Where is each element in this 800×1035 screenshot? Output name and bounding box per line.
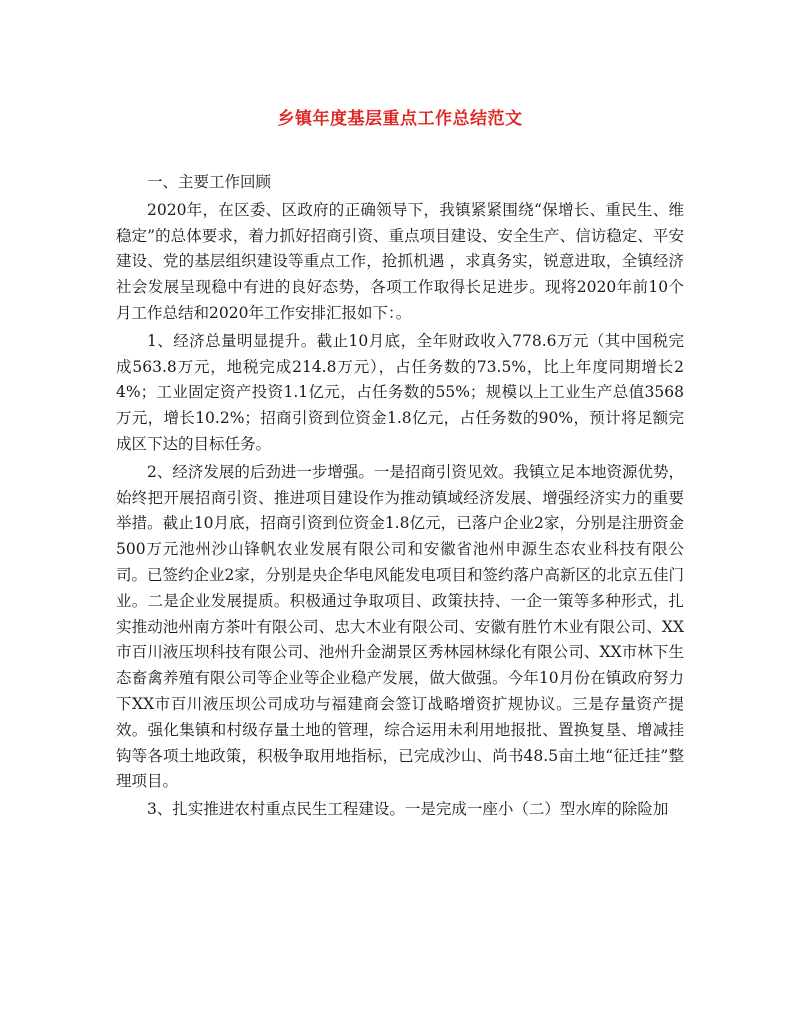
body-paragraph-economy: 1、经济总量明显提升。截止10月底，全年财政收入778.6万元（其中国税完成563.8万元，地税完成214.8万元），占任务数的73.5%，比上年度同期增长24%；工业固定资产投资1.1亿元，占任务数的55%；规模以上工业生产总值3568万元，增长10.2%；招商引资到位资金1.8亿元，占任务数的90%，预计将足额完成区下达的目标任务。 — [116, 331, 684, 453]
body-paragraph-livelihood: 3、扎实推进农村重点民生工程建设。一是完成一座小（二）型水库的除险加 — [147, 800, 669, 819]
document-title: 乡镇年度基层重点工作总结范文 — [277, 109, 523, 129]
body-paragraph-development: 2、经济发展的后劲进一步增强。一是招商引资见效。我镇立足本地资源优势，始终把开展招商引资、推进项目建设作为推动镇域经济发展、增强经济实力的重要举措。截止10月底，招商引资到位资金1.8亿元，已落户企业2家，分别是注册资金500万元池州沙山锋帆农业发展有限公司和安徽省池州申源生态农业科技有限公司。已签约企业2家，分别是央企华电风能发电项目和签约落户高新区的北京五佳门业。二是企业发展提质。积极通过争取项目、政策扶持、一企一策等多种形式，扎实推动池州南方茶叶有限公司、忠大木业有限公司、安徽有胜竹木业有限公司、XX市百川液压坝科技有限公司、池州升金湖景区秀林园林绿化有限公司、XX市林下生态畜禽养殖有限公司等企业等企业稳产发展，做大做强。今年10月份在镇政府努力下XX市百川液压坝公司成功与福建商会签订战略增资扩规协议。三是存量资产提效。强化集镇和村级存量土地的管理，综合运用未利用地报批、置换复垦、增减挂钩等各项土地政策，积极争取用地指标，已完成沙山、尚书48.5亩土地“征迁挂”整理项目。 — [116, 462, 684, 791]
body-paragraph-intro: 2020年，在区委、区政府的正确领导下，我镇紧紧围绕“保增长、重民生、维稳定”的总体要求，着力抓好招商引资、重点项目建设、安全生产、信访稳定、平安建设、党的基层组织建设等重点工作，抢抓机遇 ，求真务实，锐意进取，全镇经济社会发展呈现稳中有进的良好态势，各项工作取得长足进步。现将2020年前10个月工作总结和2020年工作安排汇报如下：。 — [116, 200, 684, 322]
document-body — [116, 170, 684, 823]
section-heading: 一、主要工作回顾 — [147, 173, 272, 191]
